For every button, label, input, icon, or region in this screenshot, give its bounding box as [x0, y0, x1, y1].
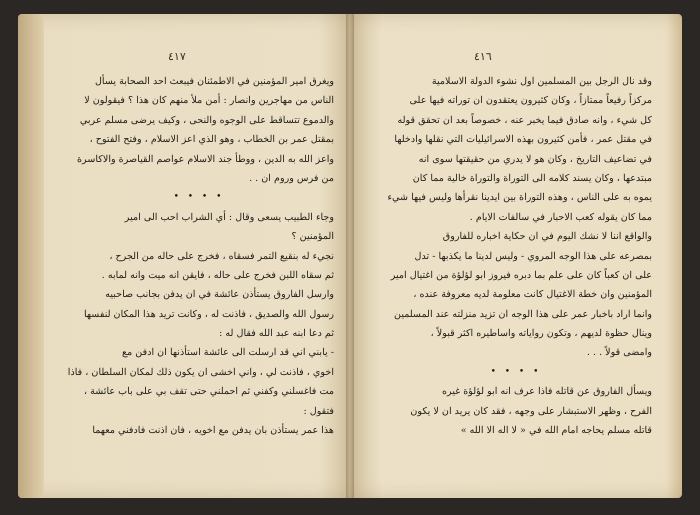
text-line: وانما اراد باخبار عمر على هذا الوجه ان تزيد منزلته عند المسلمين: [394, 308, 652, 320]
text-line: يموه به على الناس ، وهذه التوراة بين ايدينا نقرأها وليس فيها شيء: [387, 192, 652, 204]
book-spine: [346, 14, 354, 498]
text-line: وجاء الطبيب يسعى وقال : أي الشراب احب الى امير: [124, 211, 334, 223]
text-line: الناس من مهاجرين وانصار : أمن ملأ منهم كان هذا ؟ فيقولون لا: [84, 95, 334, 107]
right-page-text: [380, 72, 652, 440]
text-line: اخوي ، فاذنت لي ، واني اخشى ان يكون ذلك لمكان السلطان ، فاذا: [67, 366, 334, 378]
text-line: واعز الله به الدين ، ووطأ جند الاسلام عواصم القياصرة والاكاسرة: [77, 153, 334, 165]
right-page: [350, 14, 682, 498]
text-line: ثم دعا ابنه عبد الله فقال له :: [219, 328, 334, 340]
text-line: قاتله مسلم يحاجه امام الله في « لا اله الا الله »: [460, 425, 652, 437]
text-line: بمصرعه على هذا الوجه المروي - وليس لدينا ما يكذبها - تدل: [414, 250, 652, 262]
text-line: المؤمنين ؟: [291, 231, 334, 243]
text-line: رسول الله والصديق ، فاذنت له ، وكانت تريد هذا المكان لنفسها: [83, 308, 334, 320]
page-number-right: ٤١٦: [474, 50, 492, 63]
text-line: ثم سقاه اللبن فخرج على حاله ، فايقن انه ميت وانه لمابه .: [101, 269, 334, 281]
text-line: وامضى قولاً . . .: [586, 347, 652, 359]
left-page-text: [64, 72, 334, 440]
section-separator: • • • •: [173, 192, 225, 203]
text-line: - يابني اني قد ارسلت الى عائشة استأذنها ان ادفن مع: [122, 347, 334, 359]
text-line: مما كان يقوله كعب الاحبار في سالفات الايام .: [469, 211, 652, 223]
open-book: [18, 14, 682, 504]
page-number-left: ٤١٧: [168, 50, 186, 63]
text-line: في تضاعيف التاريخ ، وكان هو لا يدري من حقيقتها سوى انه: [418, 153, 652, 165]
text-line: المؤمنين وان خطة الاغتيال كانت معلومة لديه معروفة عنده ،: [413, 289, 652, 301]
section-separator: • • • •: [490, 366, 542, 377]
text-line: وارسل الفاروق يستأذن عائشة في ان يدفن بجانب صاحبيه: [105, 289, 334, 301]
text-line: مبتدعها ، وكان يسند كلامه الى التوراة والتوراة خالية مما كان: [412, 172, 652, 184]
text-line: نجيء له بنقيع التمر فسقاه ، فخرج على حاله من الجرح ،: [109, 250, 334, 262]
text-line: الفرح ، وظهر الاستبشار على وجهه ، فقد كان يريد ان لا يكون: [410, 405, 652, 417]
text-line: مركزاً رفيعاً ممتازاً ، وكان كثيرون يعتقدون ان توراته فيها على: [409, 95, 652, 107]
text-line: على ان كعباً كان على علم بما دبره فيروز ابو لؤلؤة من اغتيال امير: [390, 269, 652, 281]
text-line: ويسأل الفاروق عن قاتله فاذا عرف انه ابو لؤلؤة غيره: [442, 386, 652, 398]
text-line: ويغرق امير المؤمنين في الاطمئنان فيبعث احد الصحابة يسأل: [94, 76, 334, 87]
text-line: وينال حظوة لديهم ، وتكون رواياته واساطيره اكثر قبولاً ،: [430, 328, 652, 340]
text-line: هذا عمر يستأذن بان يدفن مع اخويه ، فان اذنت فادفني معهما: [92, 425, 334, 437]
text-line: وقد نال الرجل بين المسلمين اول نشوء الدولة الاسلامية: [431, 76, 652, 87]
page-edge-stack: [18, 14, 44, 498]
text-line: مت فاغسلني وكفني ثم احملني حتى تقف بي على باب عائشة ،: [83, 386, 334, 398]
text-line: فتقول :: [303, 405, 334, 417]
left-page: [18, 14, 350, 498]
text-line: والواقع اننا لا نشك اليوم في ان حكاية اخباره للفاروق: [442, 231, 652, 243]
text-line: من فرس وروم ان . .: [249, 172, 334, 184]
text-line: في مقتل عمر ، فأمن كثيرون بهذه الاسرائيليات التي نقلها وادخلها: [394, 134, 652, 146]
text-line: والدموع تتساقط على الوجوه والنحى ، وكيف يرضى مسلم عربي: [79, 114, 334, 126]
text-line: كل شيء ، وانه صادق فيما يخبر عنه ، خصوصاً بعد ان تحقق قوله: [397, 114, 652, 126]
text-line: بمقتل عمر بن الخطاب ، وهو الذي اعز الاسلام ، وفتح الفتوح ،: [89, 134, 334, 146]
